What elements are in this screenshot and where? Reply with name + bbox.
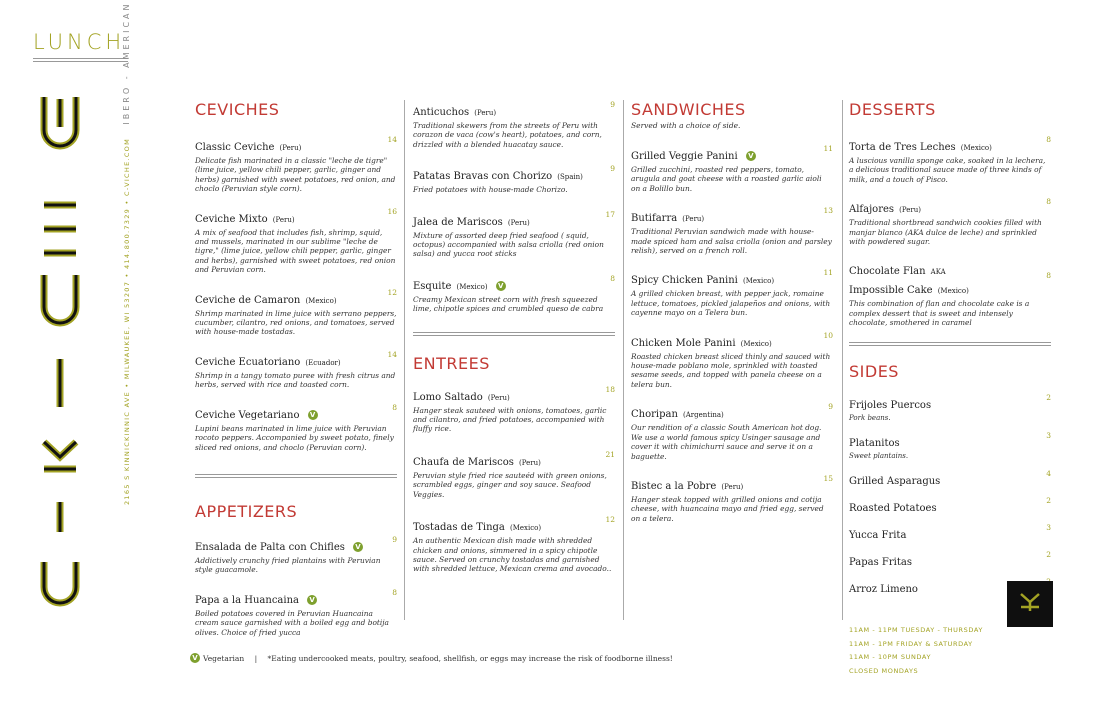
menu-title: LUNCH <box>33 30 126 54</box>
item-region: (Peru) <box>487 393 510 402</box>
hours-line: CLOSED MONDAYS <box>849 666 919 675</box>
menu-item <box>631 206 833 255</box>
side-item <box>849 496 1051 515</box>
item-aka: AKA <box>930 268 946 277</box>
item-description: Grilled zucchini, roasted red peppers, tomato, arugula and goat cheese with a roasted garlic aioli on a Bolillo bun. <box>631 165 822 193</box>
vegetarian-legend: Vegetarian <box>203 654 245 663</box>
menu-item <box>849 135 1051 184</box>
hours-line: 11AM - 1PM FRIDAY & SATURDAY <box>849 639 973 648</box>
item-price: 4 <box>1046 469 1051 479</box>
item-price: 2 <box>1046 550 1051 560</box>
item-price: 9 <box>610 100 615 109</box>
item-description: Peruvian style fried rice sauteéd with green onions, scrambled eggs, ginger and soy sauce. Seafood Veggies. <box>413 470 607 499</box>
sidebar-address <box>122 1 131 505</box>
item-name: Tostadas de Tinga <box>413 522 505 534</box>
footer-separator: | <box>254 654 258 663</box>
item-name: Classic Ceviche <box>195 142 275 153</box>
item-region: (Peru) <box>272 215 295 224</box>
vegetarian-icon: V <box>190 653 200 663</box>
item-price: 3 <box>1046 431 1051 441</box>
vegetarian-icon: V <box>353 542 363 552</box>
item-name: Papas Fritas <box>849 557 912 569</box>
item-name: Choripan <box>631 409 678 421</box>
menu-item <box>631 268 833 317</box>
item-region: (Mexico) <box>937 287 969 296</box>
section-title-sandwiches: SANDWICHES <box>631 100 746 119</box>
hours-line: 11AM - 10PM SUNDAY <box>849 653 932 662</box>
side-item <box>849 431 1051 461</box>
item-name: Platanitos <box>849 438 900 450</box>
item-description: Mixture of assorted deep fried seafood ( squid, octopus) accompanied with salsa criolla (red onion salsa) and yucca root sticks <box>413 230 604 259</box>
item-description: Shrimp in a tangy tomato puree with fresh citrus and herbs, served with rice and toasted corn. <box>195 370 396 390</box>
item-description: Shrimp marinated in lime juice with serrano peppers, cucumber, cilantro, red onions, and tomatoes, served with house-made tostadas. <box>195 308 397 337</box>
item-region: (Mexico) <box>456 282 488 291</box>
menu-item <box>195 535 397 575</box>
menu-item <box>413 450 615 499</box>
item-region: (Spain) <box>557 173 583 182</box>
item-region: (Peru) <box>279 144 302 152</box>
item-name: Ensalada de Palta con Chifles <box>195 541 345 553</box>
item-region: (Peru) <box>682 215 705 224</box>
item-region: (Peru) <box>519 458 541 467</box>
item-name: Ceviche Vegetariano <box>195 409 300 421</box>
item-name: Grilled Asparagus <box>849 476 941 488</box>
section-title-ceviches: CEVICHES <box>195 100 280 119</box>
section-note: Served with a choice of side. <box>631 121 741 130</box>
item-name: Ceviche Ecuatoriano <box>195 356 301 368</box>
item-price: 14 <box>387 135 397 144</box>
item-region: (Mexico) <box>509 524 542 533</box>
item-name-alt: Impossible Cake <box>849 285 933 297</box>
section-title-entrees: ENTREES <box>413 353 490 373</box>
item-description: Traditional skewers from the streets of Peru with corazon de vaca (cow's heart), potatoes, and corn, drizzled with a blended huacatay sauce. <box>413 121 602 149</box>
side-item <box>849 550 1051 569</box>
column-divider <box>842 100 843 620</box>
item-price: 8 <box>392 587 397 597</box>
item-region: (Mexico) <box>742 277 775 286</box>
item-price: 15 <box>823 473 833 483</box>
section-title-sides: SIDES <box>849 361 899 381</box>
menu-item <box>195 207 397 275</box>
item-region: (Peru) <box>721 482 744 491</box>
item-description: Hanger steak sauteed with onions, tomatoes, garlic and cilantro, and fried potatoes, accompanied with fluffy rice. <box>413 405 607 434</box>
footer-note <box>190 653 673 663</box>
menu-item <box>413 210 615 259</box>
item-price: 16 <box>387 206 397 216</box>
food-safety-warning: *Eating undercooked meats, poultry, seafood, shellfish, or eggs may increase the risk of foodborne illness! <box>267 654 673 663</box>
item-name: Butifarra <box>631 213 678 225</box>
vegetarian-icon: V <box>496 281 506 291</box>
item-region: (Argentina) <box>683 411 724 420</box>
side-item <box>849 393 1051 423</box>
item-name: Spicy Chicken Panini <box>631 275 738 287</box>
item-name: Chaufa de Mariscos <box>413 456 514 468</box>
column-sandwiches <box>631 100 833 536</box>
side-item <box>849 469 1051 488</box>
item-price: 12 <box>387 287 397 297</box>
menu-item <box>195 350 397 390</box>
menu-item <box>413 100 615 149</box>
item-price: 2 <box>1046 496 1051 506</box>
item-description: Delicate fish marinated in a classic "leche de tigre" (lime juice, yellow chili pepper, garlic, ginger and herbs) garnished with sweet potatoes, red onion, and choclo (Peruvian style corn). <box>195 156 396 194</box>
vegetarian-icon: V <box>307 595 317 605</box>
item-description: Hanger steak topped with grilled onions and cotija cheese, with huancaina mayo and fried egg, served on a telera. <box>631 494 824 523</box>
menu-item <box>195 588 397 637</box>
item-name: Alfajores <box>849 204 895 216</box>
item-description: Addictively crunchy fried plantains with Peruvian style guacamole. <box>195 555 381 575</box>
item-price: 14 <box>387 349 397 359</box>
item-name: Patatas Bravas con Chorizo <box>413 171 553 183</box>
item-price: 11 <box>823 144 833 153</box>
vegetarian-icon: V <box>308 410 318 420</box>
item-name: Yucca Frita <box>849 530 907 542</box>
item-name: Esquite <box>413 280 452 292</box>
item-price: 17 <box>605 209 615 219</box>
item-price: 8 <box>392 402 397 412</box>
item-price: 9 <box>610 164 615 174</box>
brand-mark-icon <box>1007 581 1053 627</box>
menu-item <box>413 164 615 194</box>
side-item <box>849 523 1051 542</box>
title-rule <box>33 58 128 62</box>
item-description: Traditional Peruvian sandwich made with house-made spiced ham and salsa criolla (onion and parsley relish), served on a french roll. <box>631 227 832 256</box>
item-price: 8 <box>610 273 615 283</box>
menu-item <box>195 135 397 194</box>
c-viche-logo <box>40 97 80 625</box>
item-price: 12 <box>605 515 615 525</box>
item-price: 11 <box>823 268 833 278</box>
section-title-appetizers: APPETIZERS <box>195 501 298 521</box>
opening-hours <box>849 624 1051 678</box>
item-name: Lomo Saltado <box>413 391 483 403</box>
item-name: Frijoles Puercos <box>849 399 932 411</box>
column-ceviches <box>195 100 397 650</box>
item-price: 10 <box>823 330 833 340</box>
item-description: This combination of flan and chocolate cake is a complex dessert that is sweet and intensely chocolate, smothered in caramel <box>849 299 1030 328</box>
item-price: 3 <box>1046 523 1051 533</box>
column-divider <box>623 100 624 620</box>
menu-item <box>631 144 833 193</box>
section-divider <box>849 342 1051 346</box>
item-description: Lupini beans marinated in lime juice with Peruvian rocoto peppers. Accompanied by sweet potato, finely sliced red onions, and choclo (Peruvian corn). <box>195 423 394 452</box>
item-description: Sweet plantains. <box>849 452 909 461</box>
menu-item <box>413 385 615 434</box>
item-region: (Mexico) <box>960 144 992 152</box>
item-price: 8 <box>1046 135 1051 144</box>
item-description: A luscious vanilla sponge cake, soaked in la lechera, a delicious traditional sauce made of three kinds of milk, and a touch of Pisco. <box>849 156 1046 184</box>
section-title-desserts: DESSERTS <box>849 100 936 119</box>
brand-badge <box>1007 581 1053 627</box>
menu-item <box>413 274 615 314</box>
item-price: 18 <box>605 384 615 394</box>
column-small-plates-entrees <box>413 100 615 587</box>
item-price: 9 <box>392 534 397 544</box>
menu-item <box>631 474 833 523</box>
menu-item <box>631 402 833 461</box>
item-region: (Peru) <box>507 218 530 227</box>
item-price: 2 <box>1046 392 1051 402</box>
item-region: (Peru) <box>474 109 497 117</box>
item-name: Torta de Tres Leches <box>849 142 956 153</box>
item-description: Roasted chicken breast sliced thinly and sauced with house-made poblano mole, sprinkled with toasted sesame seeds, and topped with panela cheese on a telera bun. <box>631 351 831 389</box>
item-description: Our rendition of a classic South American hot dog. We use a world famous spicy Usinger sausage and cover it with chimichurri sauce and serve it on a baguette. <box>631 423 822 461</box>
item-name: Bistec a la Pobre <box>631 480 717 492</box>
item-name: Roasted Potatoes <box>849 503 937 515</box>
item-description: A mix of seafood that includes fish, shrimp, squid, and mussels, marinated in our sublime "leche de tigre," (lime juice, yellow chili pepper, garlic, ginger and herbs), garnished with sweet potatoes, red onion and Peruvian corn. <box>195 227 396 275</box>
item-region: (Mexico) <box>305 296 337 305</box>
item-price: 8 <box>1046 271 1051 281</box>
menu-item <box>849 259 1051 327</box>
item-description: Pork beans. <box>849 413 891 422</box>
item-description: Fried potatoes with house-made Chorizo. <box>413 185 568 195</box>
hours-line: 11AM - 11PM TUESDAY - THURSDAY <box>849 626 983 635</box>
item-description: A grilled chicken breast, with pepper jack, romaine lettuce, tomatoes, pickled jalapeños and onions, with cayenne mayo on a Telera bun. <box>631 289 831 318</box>
column-divider <box>404 100 405 620</box>
item-region: (Ecuador) <box>305 358 341 367</box>
item-name: Chicken Mole Panini <box>631 337 736 349</box>
item-description: An authentic Mexican dish made with shredded chicken and onions, simmered in a spicy chipotle sauce. Served on crunchy tostadas and garnished with shredded lettuce, Mexican crema and avocado.. <box>413 536 612 574</box>
item-name: Ceviche Mixto <box>195 213 268 225</box>
menu-item <box>631 331 833 390</box>
item-price: 21 <box>605 449 615 459</box>
vegetarian-icon: V <box>746 151 756 161</box>
item-description: Boiled potatoes covered in Peruvian Huancaina cream sauce garnished with a boiled egg and botija olives. Choice of fried yucca <box>195 608 389 637</box>
item-region: (Peru) <box>899 206 921 215</box>
item-name: Chocolate Flan <box>849 266 926 278</box>
menu-item <box>413 515 615 574</box>
tagline-text: IBERO - AMERICAN <box>122 1 131 125</box>
item-description: Creamy Mexican street corn with fresh squeezed lime, chipotle spices and crumbled queso de cabra <box>413 294 604 314</box>
item-name: Ceviche de Camaron <box>195 294 301 306</box>
section-divider <box>195 474 397 478</box>
item-region: (Mexico) <box>740 339 772 348</box>
item-name: Papa a la Huancaina <box>195 594 299 606</box>
item-name: Arroz Limeno <box>849 584 918 596</box>
menu-item <box>849 197 1051 246</box>
section-divider <box>413 332 615 336</box>
item-price: 9 <box>828 402 833 412</box>
menu-item <box>195 288 397 337</box>
item-description: Traditional shortbread sandwich cookies filled with manjar blanco (AKA dulce de leche) and sprinkled with powdered sugar. <box>849 218 1042 247</box>
item-price: 8 <box>1046 197 1051 207</box>
item-name: Grilled Veggie Panini <box>631 151 738 162</box>
address-text: 2165 S KINNICKINNIC AVE • MILWAUKEE, WI 53207 • 414.800.7329 • C-VICHE.COM <box>123 137 131 505</box>
menu-item <box>195 403 397 452</box>
item-name: Jalea de Mariscos <box>413 216 503 228</box>
item-price: 13 <box>823 206 833 216</box>
item-name: Anticuchos <box>413 107 470 118</box>
